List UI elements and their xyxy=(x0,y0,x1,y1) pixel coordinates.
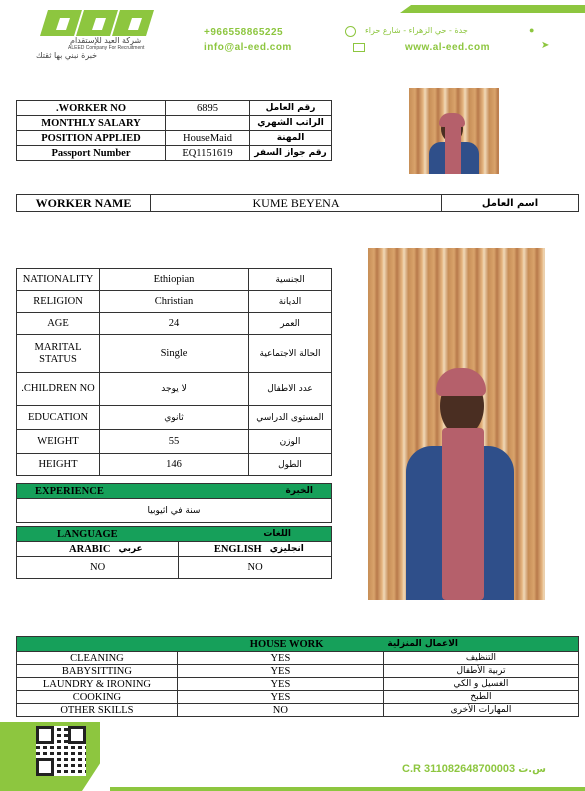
qr-code-icon xyxy=(36,726,86,776)
house-work-label-ar: الاعمال المنزلية xyxy=(383,637,578,652)
details-table xyxy=(16,268,332,476)
table-row xyxy=(17,146,332,161)
label-weight: WEIGHT xyxy=(17,430,100,454)
skill-label: CLEANING xyxy=(17,652,178,665)
language-header xyxy=(17,527,332,542)
worker-info-table xyxy=(16,100,332,161)
experience-label-ar: الخبرة xyxy=(220,484,332,499)
email-address: info@al-eed.com xyxy=(204,42,292,53)
value-monthly-salary xyxy=(166,116,250,131)
experience-header xyxy=(17,484,332,499)
label-worker-no-ar: رقم العامل xyxy=(250,101,332,116)
experience-label: EXPERIENCE xyxy=(17,484,221,499)
table-row xyxy=(17,406,332,430)
company-name-ar: شركة العيد للإستقدام xyxy=(70,36,142,45)
skill-label-ar: التنظيف xyxy=(383,652,578,665)
label-worker-name-ar: اسم العامل xyxy=(442,195,579,212)
english-label-ar: انجليزي xyxy=(266,542,332,557)
value-height: 146 xyxy=(100,454,249,476)
skill-label-ar: تربية الأطفال xyxy=(383,665,578,678)
arabic-value: NO xyxy=(17,557,179,579)
arabic-label-ar: عربي xyxy=(114,542,178,557)
skill-label-ar: الطبخ xyxy=(383,691,578,704)
company-logo xyxy=(30,10,160,60)
skill-label: BABYSITTING xyxy=(17,665,178,678)
table-row xyxy=(17,269,332,291)
skill-value: YES xyxy=(177,678,383,691)
footer-line xyxy=(110,787,585,791)
value-passport: EQ1151619 xyxy=(166,146,250,161)
label-nationality-ar: الجنسية xyxy=(249,269,332,291)
label-worker-no: .WORKER NO xyxy=(17,101,166,116)
table-row xyxy=(17,678,579,691)
english-value: NO xyxy=(179,557,332,579)
language-label: LANGUAGE xyxy=(17,527,179,542)
value-children: لا يوجد xyxy=(100,373,249,406)
value-nationality: Ethiopian xyxy=(100,269,249,291)
table-row xyxy=(17,454,332,476)
experience-value: سنة في اثيوبيا xyxy=(17,499,332,523)
label-age-ar: العمر xyxy=(249,313,332,335)
experience-table xyxy=(16,483,332,523)
table-row xyxy=(17,430,332,454)
label-monthly-salary: MONTHLY SALARY xyxy=(17,116,166,131)
company-name-en: ALEED Company For Recruitment xyxy=(68,45,145,51)
commercial-registration xyxy=(402,763,546,775)
cr-number: C.R 311082648700003 xyxy=(402,763,516,775)
phone-number: +966558865225 xyxy=(204,27,284,38)
value-worker-name: KUME BEYENA xyxy=(151,195,442,212)
website: www.al-eed.com xyxy=(405,42,490,53)
table-row xyxy=(17,665,579,678)
worker-photo-large xyxy=(368,248,545,600)
table-row xyxy=(17,291,332,313)
label-height-ar: الطول xyxy=(249,454,332,476)
language-label-ar: اللغات xyxy=(179,527,332,542)
value-marital-status: Single xyxy=(100,335,249,373)
label-children: .CHILDREN NO xyxy=(17,373,100,406)
value-position: HouseMaid xyxy=(166,131,250,146)
label-nationality: NATIONALITY xyxy=(17,269,100,291)
table-row xyxy=(17,101,332,116)
label-education-ar: المستوى الدراسي xyxy=(249,406,332,430)
label-age: AGE xyxy=(17,313,100,335)
value-worker-no: 6895 xyxy=(166,101,250,116)
skill-value: YES xyxy=(177,652,383,665)
whatsapp-icon xyxy=(345,26,356,37)
skill-label-ar: المهارات الأخرى xyxy=(383,704,578,717)
value-weight: 55 xyxy=(100,430,249,454)
worker-photo-small xyxy=(409,88,499,174)
cr-label-ar: س.ت xyxy=(518,764,546,775)
header-contact-bar xyxy=(200,5,585,60)
table-row xyxy=(17,704,579,717)
label-education: EDUCATION xyxy=(17,406,100,430)
logo-mark-icon xyxy=(30,10,160,38)
address-ar: جدة - حي الزهراء - شارع حراء xyxy=(365,26,468,35)
english-label: ENGLISH xyxy=(179,542,266,557)
worker-name-table xyxy=(16,194,579,212)
label-children-ar: عدد الاطفال xyxy=(249,373,332,406)
house-work-header xyxy=(17,637,579,652)
label-weight-ar: الوزن xyxy=(249,430,332,454)
label-religion: RELIGION xyxy=(17,291,100,313)
label-height: HEIGHT xyxy=(17,454,100,476)
skill-label: COOKING xyxy=(17,691,178,704)
language-table xyxy=(16,526,332,579)
value-education: ثانوي xyxy=(100,406,249,430)
table-row xyxy=(17,116,332,131)
skill-value: NO xyxy=(177,704,383,717)
house-work-table xyxy=(16,636,579,717)
label-monthly-salary-ar: الراتب الشهري xyxy=(250,116,332,131)
label-religion-ar: الديانة xyxy=(249,291,332,313)
skill-label-ar: الغسيل و الكي xyxy=(383,678,578,691)
skill-label: OTHER SKILLS xyxy=(17,704,178,717)
skill-label: LAUNDRY & IRONING xyxy=(17,678,178,691)
label-passport-ar: رقم جواز السفر xyxy=(250,146,332,161)
table-row xyxy=(17,335,332,373)
table-row xyxy=(17,652,579,665)
value-age: 24 xyxy=(100,313,249,335)
label-passport: Passport Number xyxy=(17,146,166,161)
cursor-icon: ➤ xyxy=(541,40,550,51)
label-marital-status-ar: الحالة الاجتماعية xyxy=(249,335,332,373)
table-row xyxy=(17,131,332,146)
skill-value: YES xyxy=(177,665,383,678)
label-marital-status: MARITAL STATUS xyxy=(17,335,100,373)
table-row xyxy=(17,373,332,406)
email-icon xyxy=(353,43,365,52)
value-religion: Christian xyxy=(100,291,249,313)
label-position-ar: المهنة xyxy=(250,131,332,146)
house-work-label: HOUSE WORK xyxy=(17,637,384,652)
location-icon: ● xyxy=(529,25,535,35)
skill-value: YES xyxy=(177,691,383,704)
label-position: POSITION APPLIED xyxy=(17,131,166,146)
table-row xyxy=(17,691,579,704)
table-row xyxy=(17,313,332,335)
tagline-ar: خبرة نبني بها ثقتك xyxy=(36,51,98,60)
label-worker-name: WORKER NAME xyxy=(17,195,151,212)
arabic-label: ARABIC xyxy=(17,542,115,557)
